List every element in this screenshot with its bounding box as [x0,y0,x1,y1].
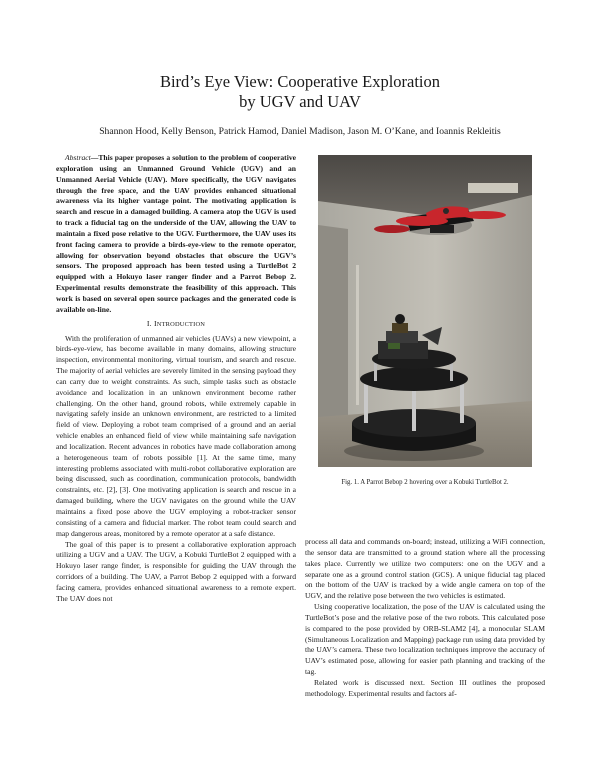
right-column [305,537,545,700]
intro-paragraph-1: With the proliferation of unmanned air vehicles (UAVs) a new viewpoint, a birds-eye-view, has become available in many domains, allowing structure inspection, environmental monitoring, virtual tourism, and search and rescue. The majority of aerial vehicles are severely limited in the sensing payload they can carry due to weight constraints. As such, simple tasks such as obstacle avoidance and localization in an unknown environment become rather challenging. On the other hand, ground robots, while extremely capable in navigating safely inside an unknown environment, are restricted to a limited field of view. Deploying a robot team comprised of a ground and an aerial vehicle enables an enhanced field of view while maintaining safe navigation and localization. Recent advances in robotics have made collaboration among a heterogeneous team of robots possible [1]. At the same time, many interesting problems associated with multi-robot collaborative exploration are being discussed, such as coordination, communication protocols, bandwidth constraints, etc. [2], [3]. One motivating application is search and rescue in a damaged building, where the UGV navigates on the ground while the UAV maintains a fixed pose above the UGV employing a robot-tracker sensor consisting of a camera and fiducial marker. The robot team could search and map dangerous areas, monitored by a remote operator at a safe distance. [56,333,296,538]
section-title-rest: NTRODUCTION [156,320,206,328]
abstract [56,153,296,316]
side-wall [318,225,348,425]
title-line-2: by UGV and UAV [239,92,361,111]
abstract-text: —This paper proposes a solution to the problem of cooperative exploration using an Unmanned Ground Vehicle (UGV) and an Unmanned Aerial Vehicle (UAV). More specifically, the UGV navigates through the free space, and the UAV provides enhanced situational awareness via its higher vantage point. The motivating application is search and rescue in a damaged building. A camera atop the UGV is used to track a fiducial tag on the underside of the UAV, allowing the UAV to maintain a fixed pose relative to the UGV. Furthermore, the UAV uses its front facing camera to provide a birds-eye-view to the remote operator, allowing for observation beyond obstacles that obscure the UGV’s sensors. The proposed approach has been tested using a TurtleBot 2 equipped with a Hokuyo laser ranger finder and a Parrot Bebop 2. Experimental results demonstrate the feasibility of this approach. This work is based on several open source packages and the generated code is available on-line. [56,153,296,314]
left-column [56,153,296,605]
right-paragraph-2: Using cooperative localization, the pose of the UAV is calculated using the TurtleBot’s pose and the relative pose of the two robots. This calculated pose is compared to the pose provided by ORB-SLAM2 [4], a monocular SLAM (Simultaneous Localization and Mapping) package run using data provided by the UAV’s camera. These two localization techniques improve the accuracy of UAV’s estimated pose, allowing for easier path planning and tracking of the tag. [305,602,545,677]
door-frame [356,265,359,405]
section-number: I. [146,318,152,328]
figure-photo [318,155,532,467]
section-title-initial: I [153,318,157,328]
right-paragraph-3: Related work is discussed next. Section III outlines the proposed methodology. Experimental results and factors af- [305,677,545,698]
right-paragraph-1: process all data and commands on-board; instead, utilizing a WiFi connection, the sensor data are transmitted to a ground station where all the processing takes place. Currently we utilize two computers: one on the UGV and a separate one as a ground control station (GCS). A unique fiducial tag placed on the bottom of the UAV is tracked by a wide angle camera on top of the UGV, and the relative pose between the two vehicles is estimated. [305,537,545,601]
author-list: Shannon Hood, Kelly Benson, Patrick Hamod, Daniel Madison, Jason M. O’Kane, and Ioannis Rekleitis [99,126,501,137]
figure-caption: Fig. 1. A Parrot Bebop 2 hovering over a Kobuki TurtleBot 2. [341,479,509,486]
title-line-1: Bird’s Eye View: Cooperative Exploration [159,72,441,91]
drone-over-turtlebot-photo [318,155,532,467]
section-heading-introduction [56,319,296,331]
ceiling-light [468,183,518,193]
paper-title [0,72,600,112]
abstract-label: Abstract [65,153,91,162]
intro-paragraph-2: The goal of this paper is to present a collaborative exploration approach utilizing a UGV and a UAV. The UGV, a Kobuki TurtleBot 2 equipped with a Hokuyo laser range finder, is responsible for guiding the UAV through the corridors of a building. The UAV, a Parrot Bebop 2 equipped with a forward facing camera, provides enhanced situational awareness to a remote expert. The UAV does not [56,539,296,603]
